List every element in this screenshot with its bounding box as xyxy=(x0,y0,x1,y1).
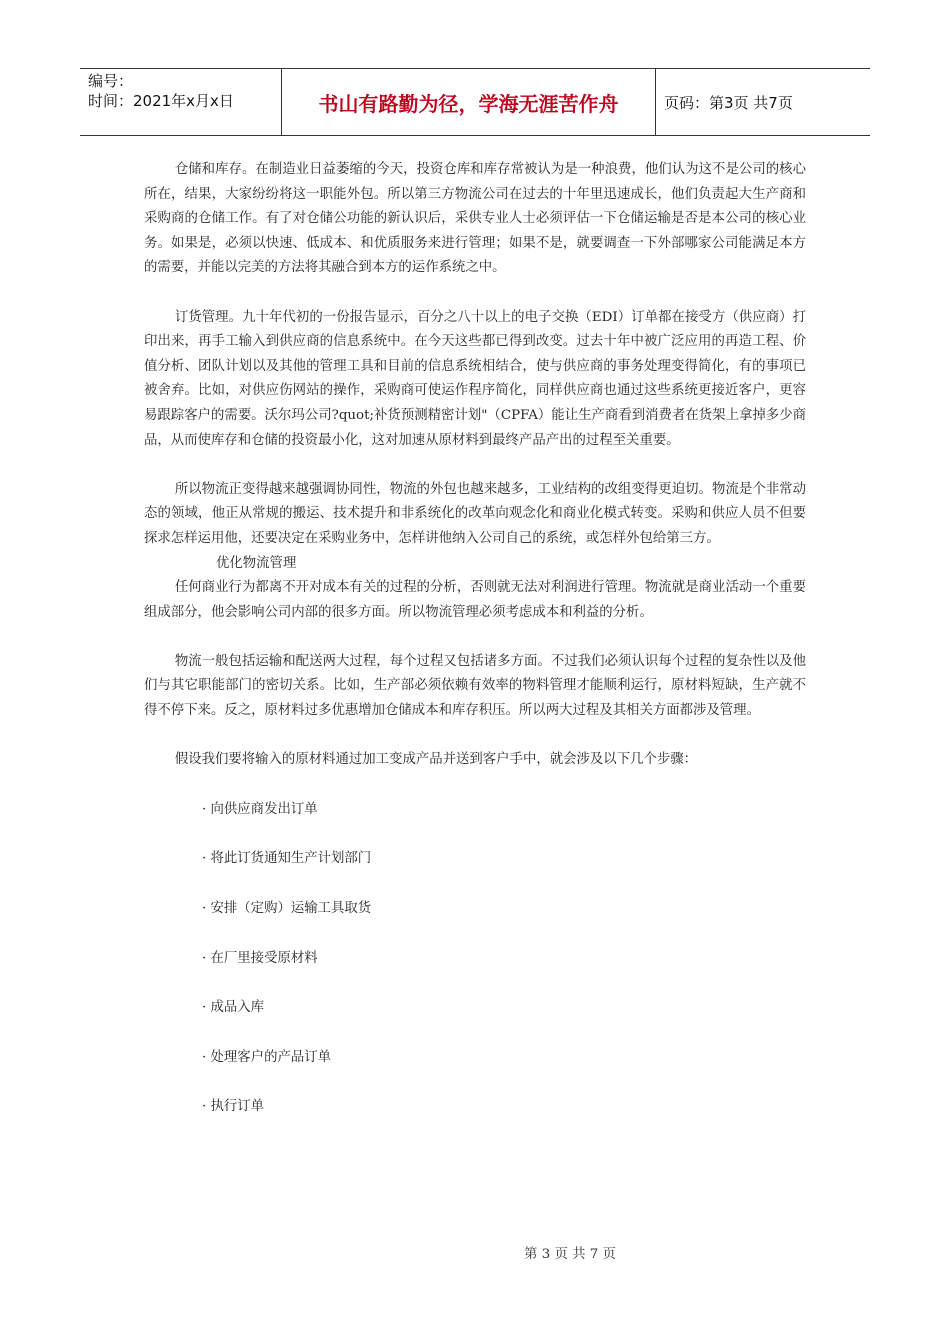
page-footer: 第 3 页 共 7 页 xyxy=(524,1247,616,1262)
list-item: · 处理客户的产品订单 xyxy=(202,1049,332,1065)
number-label: 编号： xyxy=(88,72,134,90)
list-item: · 向供应商发出订单 xyxy=(202,801,318,817)
page-header xyxy=(80,68,870,136)
subheading-optimize-logistics: 优化物流管理 xyxy=(216,555,297,571)
paragraph-cost-analysis: 任何商业行为都离不开对成本有关的过程的分析，否则就无法对利润进行管理。物流就是商业活动一个重要组成部分，他会影响公司内部的很多方面。所以物流管理必须考虑成本和利益的分析。 xyxy=(144,580,806,620)
list-item: · 将此订货通知生产计划部门 xyxy=(202,851,372,867)
paragraph-steps-intro: 假设我们要将输入的原材料通过加工变成产品并送到客户手中，就会涉及以下几个步骤： xyxy=(174,752,698,768)
document-body xyxy=(144,158,806,1120)
paragraph-order-management: 订货管理。九十年代初的一份报告显示，百分之八十以上的电子交换（EDI）订单都在接受方（供应商）打印出来，再手工输入到供应商的信息系统中。在今天这些都已得到改变。过去十年中被广泛应用的再造工程、价值分析、团队计划以及其他的管理工具和目前的信息系统相结合，使与供应商的事务处理变得简化，有的事项已被舍弃。比如，对供应伤网站的操作，采购商可使运作程序简化，同样供应商也通过这些系统更接近客户，更容易跟踪客户的需要。沃尔玛公司?quot;补货预测精密计划"（CPFA）能让生产商看到消费者在货架上拿掉多少商品，从而使库存和仓储的投资最小化，这对加速从原材料到最终产品产出的过程至关重要。 xyxy=(144,309,806,448)
list-item: · 执行订单 xyxy=(202,1099,265,1115)
list-item: · 安排（定购）运输工具取货 xyxy=(202,901,372,917)
header-meta xyxy=(80,69,282,135)
paragraph-logistics-trend: 所以物流正变得越来越强调协同性，物流的外包也越来越多，工业结构的改组变得更迫切。物流是个非常动态的领域，他正从常规的搬运、技术提升和非系统化的改革向观念化和商业化模式转变。采购和供应人员不但要探求怎样运用他，还要决定在采购业务中，怎样讲他纳入公司自己的系统，或怎样外包给第三方。 xyxy=(144,481,806,546)
header-motto: 书山有路勤为径，学海无涯苦作舟 xyxy=(282,69,656,135)
list-item: · 成品入库 xyxy=(202,1000,265,1016)
paragraph-warehousing: 仓储和库存。在制造业日益萎缩的今天，投资仓库和库存常被认为是一种浪费，他们认为这不是公司的核心所在，结果，大家纷纷将这一职能外包。所以第三方物流公司在过去的十年里迅速成长，他们负责起大生产商和采购商的仓储工作。有了对仓储公功能的新认识后，采供专业人士必须评估一下仓储运输是否是本公司的核心业务。如果是，必须以快速、低成本、和优质服务来进行管理；如果不是，就要调查一下外部哪家公司能满足本方的需要，并能以完美的方法将其融合到本方的运作系统之中。 xyxy=(144,162,806,276)
time-label: 时间：2021年x月x日 xyxy=(88,92,234,110)
paragraph-two-processes: 物流一般包括运输和配送两大过程，每个过程又包括诸多方面。不过我们必须认识每个过程的复杂性以及他们与其它职能部门的密切关系。比如，生产部必须依赖有效率的物料管理才能顺利运行，原材料短缺，生产就不得不停下来。反之，原材料过多优惠增加仓储成本和库存积压。所以两大过程及其相关方面都涉及管理。 xyxy=(144,653,806,719)
list-item: · 在厂里接受原材料 xyxy=(202,950,318,966)
header-page-label: 页码：第3页 共7页 xyxy=(664,93,793,112)
